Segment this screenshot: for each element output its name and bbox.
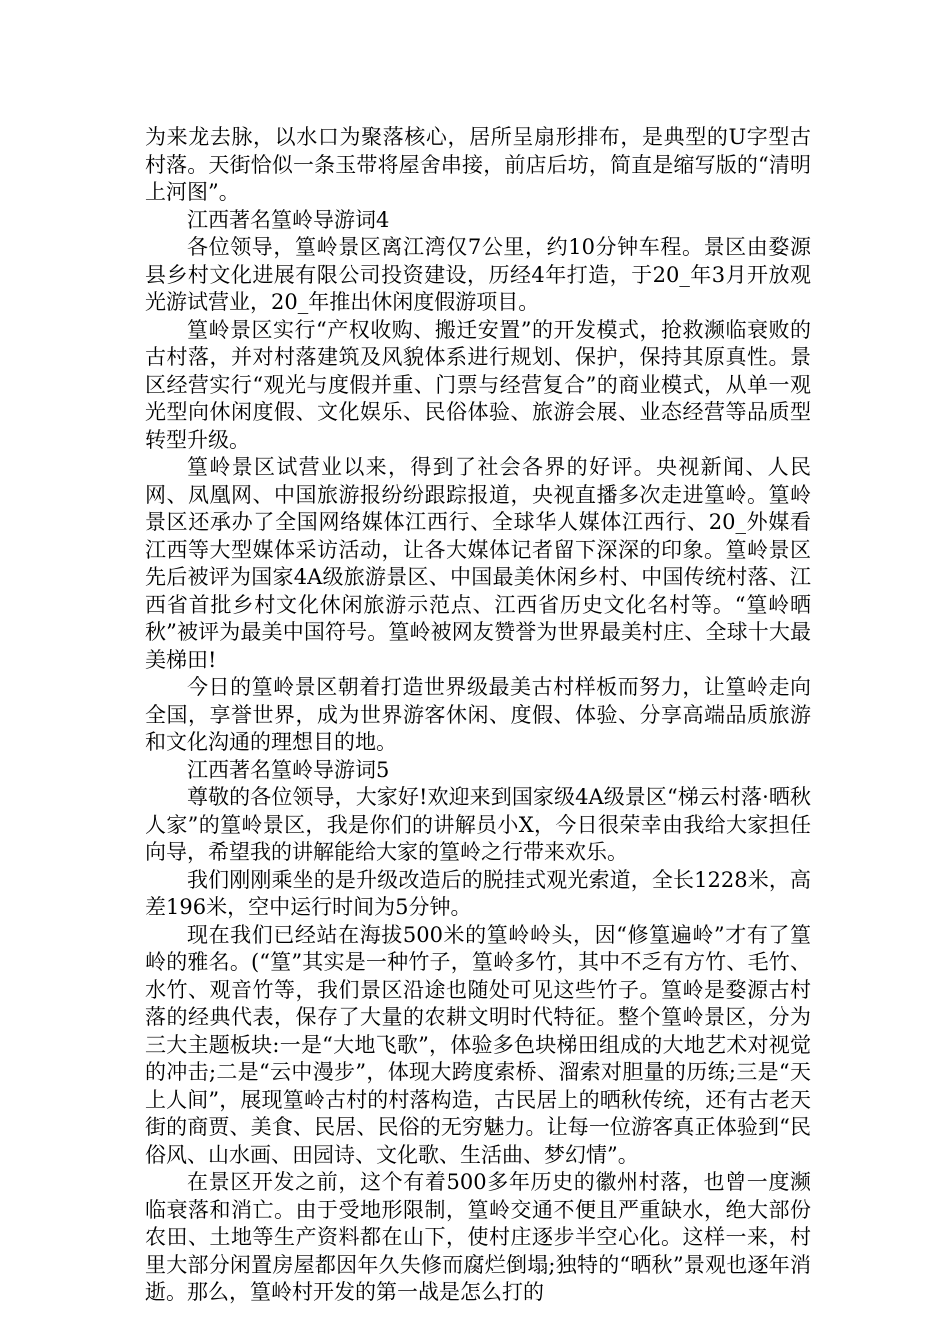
paragraph-6: 尊敬的各位领导，大家好!欢迎来到国家级4A级景区“梯云村落·晒秋人家”的篁岭景区，我是你们的讲解员小X，今日很荣幸由我给大家担任向导，希望我的讲解能给大家的篁岭之行带来欢乐。 [145, 785, 811, 864]
paragraph-5: 今日的篁岭景区朝着打造世界级最美古村样板而努力，让篁岭走向全国，享誉世界，成为世界游客休闲、度假、体验、分享高端品质旅游和文化沟通的理想目的地。 [145, 675, 811, 754]
paragraph-9: 在景区开发之前，这个有着500多年历史的徽州村落，也曾一度濒临衰落和消亡。由于受地形限制，篁岭交通不便且严重缺水，绝大部份农田、土地等生产资料都在山下，使村庄逐步半空心化。这样一来，村里大部分闲置房屋都因年久失修而腐烂倒塌;独特的“晒秋”景观也逐年消逝。那么，篁岭村开发的第一战是怎么打的 [145, 1170, 811, 1304]
paragraph-1: 为来龙去脉，以水口为聚落核心，居所呈扇形排布，是典型的U字型古村落。天街恰似一条玉带将屋舍串接，前店后坊，简直是缩写版的“清明上河图”。 [145, 125, 811, 204]
paragraph-2: 各位领导，篁岭景区离江湾仅7公里，约10分钟车程。景区由婺源县乡村文化进展有限公司投资建设，历经4年打造，于20_年3月开放观光游试营业，20_年推出休闲度假游项目。 [145, 235, 811, 314]
paragraph-4: 篁岭景区试营业以来，得到了社会各界的好评。央视新闻、人民网、凤凰网、中国旅游报纷纷跟踪报道，央视直播多次走进篁岭。篁岭景区还承办了全国网络媒体江西行、全球华人媒体江西行、20_外媒看江西等大型媒体采访活动，让各大媒体记者留下深深的印象。篁岭景区先后被评为国家4A级旅游景区、中国最美休闲乡村、中国传统村落、江西省首批乡村文化休闲旅游示范点、江西省历史文化名村等。“篁岭晒秋”被评为最美中国符号。篁岭被网友赞誉为世界最美村庄、全球十大最美梯田! [145, 455, 811, 672]
paragraph-8: 现在我们已经站在海拔500米的篁岭岭头，因“修篁遍岭”才有了篁岭的雅名。(“篁”其实是一种竹子，篁岭多竹，其中不乏有方竹、毛竹、水竹、观音竹等，我们景区沿途也随处可见这些竹子。篁岭是婺源古村落的经典代表，保存了大量的农耕文明时代特征。整个篁岭景区，分为三大主题板块:一是“大地飞歌”，体验多色块梯田组成的大地艺术对视觉的冲击;二是“云中漫步”，体现大跨度索桥、溜索对胆量的历练;三是“天上人间”，展现篁岭古村的村落构造，古民居上的晒秋传统，还有古老天街的商贾、美食、民居、民俗的无穷魅力。让每一位游客真正体验到“民俗风、山水画、田园诗、文化歌、生活曲、梦幻情”。 [145, 922, 811, 1167]
document-page [145, 124, 811, 1307]
section-heading-4: 江西著名篁岭导游词4 [187, 207, 390, 232]
paragraph-3: 篁岭景区实行“产权收购、搬迁安置”的开发模式，抢救濒临衰败的古村落，并对村落建筑及风貌体系进行规划、保护，保持其原真性。景区经营实行“观光与度假并重、门票与经营复合”的商业模式，从单一观光型向休闲度假、文化娱乐、民俗体验、旅游会展、业态经营等品质型转型升级。 [145, 317, 811, 452]
paragraph-7: 我们刚刚乘坐的是升级改造后的脱挂式观光索道，全长1228米，高差196米，空中运行时间为5分钟。 [145, 867, 811, 919]
section-heading-5: 江西著名篁岭导游词5 [187, 757, 390, 782]
